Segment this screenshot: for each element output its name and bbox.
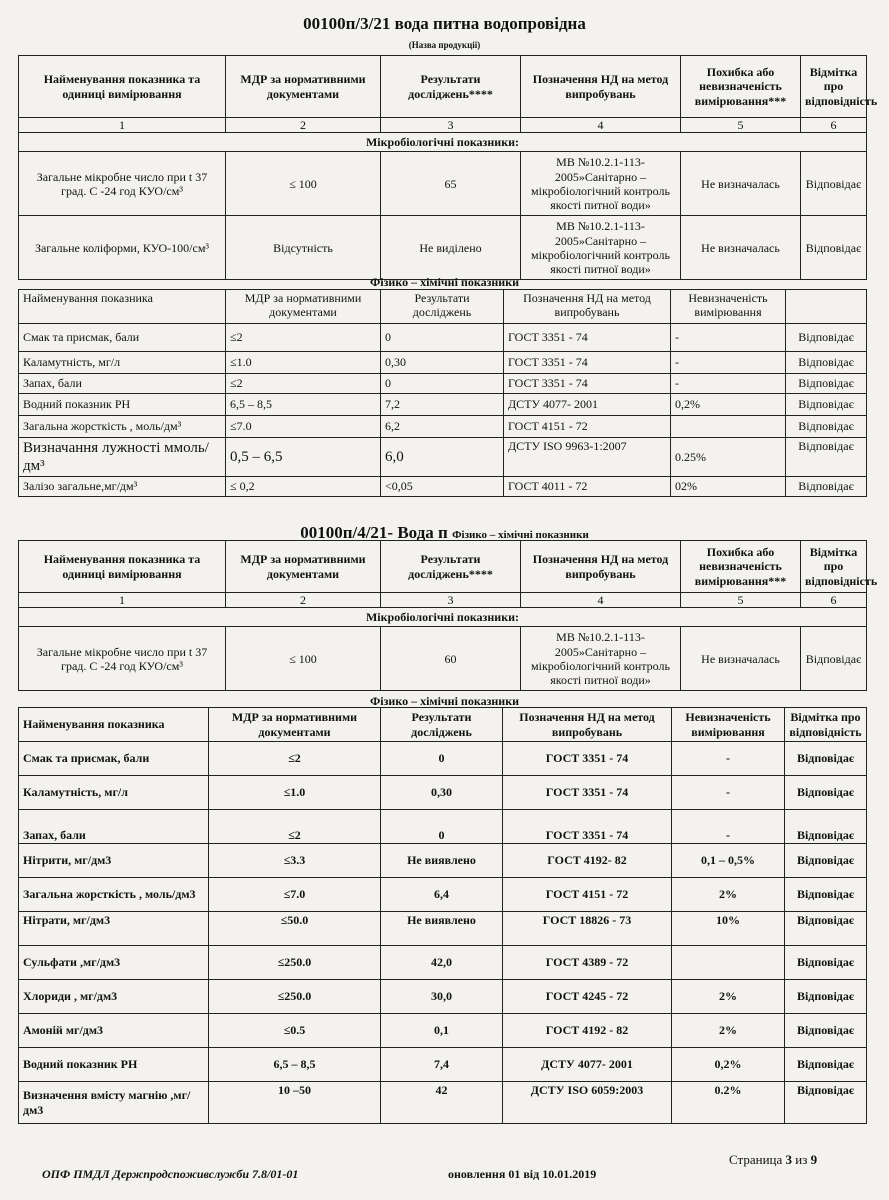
error-value: 0,1 – 0,5% <box>672 844 785 878</box>
header-cell: Результати досліджень**** <box>381 541 521 593</box>
column-number: 6 <box>801 593 867 608</box>
table-row <box>19 844 867 878</box>
doc2-header-row <box>19 541 867 593</box>
method-value: ДСТУ 4077- 2001 <box>503 1048 672 1082</box>
doc1-title: 00100п/3/21 вода питна водопровідна <box>303 14 586 33</box>
mdr-value: ≤ 100 <box>226 627 381 691</box>
table-row <box>19 878 867 912</box>
result-value: 65 <box>381 152 521 216</box>
header-cell: Позначення НД на метод випробувань <box>521 56 681 118</box>
indicator-name: Залізо загальне,мг/дм³ <box>19 477 226 497</box>
indicator-name: Смак та присмак, бали <box>19 324 226 352</box>
mdr-value: ≤2 <box>209 742 381 776</box>
method-value: ГОСТ 3351 - 74 <box>504 324 671 352</box>
column-number: 1 <box>19 593 226 608</box>
error-value: 0.25% <box>671 438 786 477</box>
result-value: 6,2 <box>381 416 504 438</box>
error-value: Не визначалась <box>681 152 801 216</box>
header-cell: Результати досліджень <box>381 290 504 324</box>
page-current: 3 <box>785 1152 793 1167</box>
method-value: МВ №10.2.1-113-2005»Санітарно – мікробіологічний контроль якості питної води» <box>521 152 681 216</box>
doc1-micro-section-row <box>19 133 867 152</box>
result-value: 42,0 <box>381 946 503 980</box>
header-cell: Відмітка про відповідність <box>801 56 867 118</box>
header-cell: МДР за нормативними документами <box>226 541 381 593</box>
error-value: - <box>672 776 785 810</box>
column-number: 5 <box>681 593 801 608</box>
mark-value: Відповідає <box>786 477 867 497</box>
table-row <box>19 742 867 776</box>
mark-value: Відповідає <box>785 1048 867 1082</box>
indicator-name: Водний показник РН <box>19 394 226 416</box>
error-value: 2% <box>672 878 785 912</box>
header-cell: Найменування показника <box>19 708 209 742</box>
header-cell: МДР за нормативними документами <box>209 708 381 742</box>
mark-value: Відповідає <box>785 1082 867 1124</box>
mdr-value: ≤7.0 <box>209 878 381 912</box>
doc1-subtitle: (Назва продукції) <box>408 40 481 50</box>
result-value: 30,0 <box>381 980 503 1014</box>
indicator-name: Амоній мг/дм3 <box>19 1014 209 1048</box>
page-of: из <box>795 1152 808 1167</box>
doc2-column-numbers <box>19 593 867 608</box>
method-value: ГОСТ 4011 - 72 <box>504 477 671 497</box>
section-label: Мікробіологічні показники: <box>19 608 867 627</box>
method-value: ГОСТ 3351 - 74 <box>504 374 671 394</box>
method-value: ГОСТ 4389 - 72 <box>503 946 672 980</box>
table-row <box>19 352 867 374</box>
mdr-value: ≤250.0 <box>209 980 381 1014</box>
error-value <box>671 416 786 438</box>
doc2-phys-section-title: Фізико – хімічні показники <box>369 694 520 708</box>
table-row <box>19 152 867 216</box>
mark-value: Відповідає <box>786 374 867 394</box>
table-row <box>19 416 867 438</box>
doc1-phys-header-row <box>19 290 867 324</box>
indicator-name: Каламутність, мг/л <box>19 776 209 810</box>
page-number <box>729 1152 817 1168</box>
indicator-name: Загальна жорсткість , моль/дм3 <box>19 878 209 912</box>
indicator-name: Хлориди , мг/дм3 <box>19 980 209 1014</box>
header-cell: Позначення НД на метод випробувань <box>503 708 672 742</box>
header-cell: Невизначеність вимірювання <box>672 708 785 742</box>
header-cell: Відмітка про відповідність <box>801 541 867 593</box>
doc1-micro-table <box>18 55 878 280</box>
column-number: 2 <box>226 118 381 133</box>
table-row <box>19 946 867 980</box>
column-number: 4 <box>521 118 681 133</box>
mark-value: Відповідає <box>801 627 867 691</box>
indicator-name: Запах, бали <box>19 374 226 394</box>
header-cell: Найменування показника <box>19 290 226 324</box>
column-number: 4 <box>521 593 681 608</box>
mark-value: Відповідає <box>786 394 867 416</box>
doc2-micro-section-row <box>19 608 867 627</box>
mdr-value: ≤0.5 <box>209 1014 381 1048</box>
error-value: 2% <box>672 1014 785 1048</box>
result-value: 0 <box>381 810 503 844</box>
indicator-name: Нітрити, мг/дм3 <box>19 844 209 878</box>
indicator-name: Нітрати, мг/дм3 <box>19 912 209 946</box>
mark-value: Відповідає <box>785 810 867 844</box>
error-value: - <box>671 352 786 374</box>
indicator-name: Визначання лужності ммоль/дм³ <box>19 438 226 477</box>
mdr-value: 10 –50 <box>209 1082 381 1124</box>
error-value: Не визначалась <box>681 627 801 691</box>
header-cell: Відмітка про відповідність <box>785 708 867 742</box>
section-label: Мікробіологічні показники: <box>19 133 867 152</box>
mdr-value: 0,5 – 6,5 <box>226 438 381 477</box>
result-value: 42 <box>381 1082 503 1124</box>
error-value: 2% <box>672 980 785 1014</box>
method-value: МВ №10.2.1-113-2005»Санітарно – мікробіологічний контроль якості питної води» <box>521 216 681 280</box>
error-value: - <box>672 810 785 844</box>
footer-revision: оновлення 01 від 10.01.2019 <box>448 1167 597 1181</box>
mark-value: Відповідає <box>801 216 867 280</box>
header-cell: Найменування показника та одиниці вимірювання <box>19 541 226 593</box>
mark-value: Відповідає <box>785 912 867 946</box>
column-number: 5 <box>681 118 801 133</box>
header-cell: МДР за нормативними документами <box>226 290 381 324</box>
mdr-value: ≤1.0 <box>209 776 381 810</box>
mdr-value: 6,5 – 8,5 <box>226 394 381 416</box>
table-row <box>19 627 867 691</box>
table-row <box>19 810 867 844</box>
doc2-phys-header-row <box>19 708 867 742</box>
header-cell <box>786 290 867 324</box>
mark-value: Відповідає <box>801 152 867 216</box>
page-total: 9 <box>810 1152 818 1167</box>
method-value: ГОСТ 4245 - 72 <box>503 980 672 1014</box>
table-row <box>19 1082 867 1124</box>
mark-value: Відповідає <box>785 1014 867 1048</box>
indicator-name: Сульфати ,мг/дм3 <box>19 946 209 980</box>
method-value: МВ №10.2.1-113-2005»Санітарно – мікробіологічний контроль якості питної води» <box>521 627 681 691</box>
result-value: 6,4 <box>381 878 503 912</box>
mdr-value: ≤250.0 <box>209 946 381 980</box>
doc1-header-row <box>19 56 867 118</box>
result-value: 60 <box>381 627 521 691</box>
error-value: 10% <box>672 912 785 946</box>
result-value: <0,05 <box>381 477 504 497</box>
table-row <box>19 438 867 477</box>
error-value: 0.2% <box>672 1082 785 1124</box>
result-value: 6,0 <box>381 438 504 477</box>
error-value: - <box>672 742 785 776</box>
result-value: Не виявлено <box>381 912 503 946</box>
indicator-name: Каламутність, мг/л <box>19 352 226 374</box>
method-value: ГОСТ 3351 - 74 <box>503 776 672 810</box>
doc2-title-small: Фізико – хімічні показники <box>452 529 589 541</box>
indicator-name: Загальна жорсткість , моль/дм³ <box>19 416 226 438</box>
mark-value: Відповідає <box>786 438 867 477</box>
indicator-name: Водний показник РН <box>19 1048 209 1082</box>
page-label: Страница <box>729 1152 783 1167</box>
method-value: ГОСТ 4151 - 72 <box>503 878 672 912</box>
mark-value: Відповідає <box>785 946 867 980</box>
error-value: 02% <box>671 477 786 497</box>
header-cell: Похибка або невизначеність вимірювання*** <box>681 541 801 593</box>
result-value: 0,30 <box>381 776 503 810</box>
header-cell: Результати досліджень**** <box>381 56 521 118</box>
result-value: 0,30 <box>381 352 504 374</box>
method-value: ГОСТ 18826 - 73 <box>503 912 672 946</box>
mark-value: Відповідає <box>786 416 867 438</box>
method-value: ГОСТ 4151 - 72 <box>504 416 671 438</box>
table-row <box>19 912 867 946</box>
table-row <box>19 216 867 280</box>
mdr-value: ≤2 <box>226 374 381 394</box>
indicator-name: Загальне коліформи, КУО-100/см³ <box>19 216 226 280</box>
error-value: - <box>671 324 786 352</box>
table-row <box>19 374 867 394</box>
result-value: 7,4 <box>381 1048 503 1082</box>
mdr-value: ≤1.0 <box>226 352 381 374</box>
indicator-name: Загальне мікробне число при t 37 град. С -24 год КУО/см³ <box>19 627 226 691</box>
indicator-name: Смак та присмак, бали <box>19 742 209 776</box>
method-value: ДСТУ 4077- 2001 <box>504 394 671 416</box>
header-cell: Найменування показника та одиниці вимірювання <box>19 56 226 118</box>
doc2-title-main: 00100п/4/21- Вода п <box>300 523 448 542</box>
column-number: 3 <box>381 593 521 608</box>
mdr-value: ≤2 <box>209 810 381 844</box>
result-value: 0 <box>381 374 504 394</box>
error-value <box>672 946 785 980</box>
result-value: Не виявлено <box>381 844 503 878</box>
result-value: 0,1 <box>381 1014 503 1048</box>
doc1-phys-section-title: Фізико – хімічні показники <box>369 275 520 289</box>
method-value: ДСТУ ISO 9963-1:2007 <box>504 438 671 477</box>
indicator-name: Запах, бали <box>19 810 209 844</box>
error-value: 0,2% <box>671 394 786 416</box>
method-value: ГОСТ 3351 - 74 <box>504 352 671 374</box>
mark-value: Відповідає <box>785 742 867 776</box>
table-row <box>19 477 867 497</box>
mdr-value: ≤50.0 <box>209 912 381 946</box>
table-row <box>19 980 867 1014</box>
method-value: ГОСТ 3351 - 74 <box>503 742 672 776</box>
header-cell: МДР за нормативними документами <box>226 56 381 118</box>
column-number: 2 <box>226 593 381 608</box>
table-row <box>19 1014 867 1048</box>
doc1-phys-table <box>18 289 867 497</box>
table-row <box>19 324 867 352</box>
mark-value: Відповідає <box>785 844 867 878</box>
header-cell: Похибка або невизначеність вимірювання*** <box>681 56 801 118</box>
mdr-value: ≤ 0,2 <box>226 477 381 497</box>
result-value: 7,2 <box>381 394 504 416</box>
mdr-value: Відсутність <box>226 216 381 280</box>
mark-value: Відповідає <box>785 776 867 810</box>
mdr-value: ≤2 <box>226 324 381 352</box>
mdr-value: ≤3.3 <box>209 844 381 878</box>
header-cell: Невизначеність вимірювання <box>671 290 786 324</box>
footer-left-text: ОПФ ПМДЛ Держпродспоживслужби 7.8/01-01 <box>42 1167 299 1181</box>
mark-value: Відповідає <box>786 324 867 352</box>
column-number: 1 <box>19 118 226 133</box>
method-value: ДСТУ ISO 6059:2003 <box>503 1082 672 1124</box>
mdr-value: ≤7.0 <box>226 416 381 438</box>
mark-value: Відповідає <box>785 980 867 1014</box>
header-cell: Позначення НД на метод випробувань <box>521 541 681 593</box>
doc1-column-numbers <box>19 118 867 133</box>
error-value: - <box>671 374 786 394</box>
column-number: 6 <box>801 118 867 133</box>
mdr-value: ≤ 100 <box>226 152 381 216</box>
header-cell: Позначення НД на метод випробувань <box>504 290 671 324</box>
table-row <box>19 1048 867 1082</box>
method-value: ГОСТ 4192- 82 <box>503 844 672 878</box>
doc2-phys-table <box>18 707 867 1124</box>
indicator-name: Загальне мікробне число при t 37 град. С -24 год КУО/см³ <box>19 152 226 216</box>
result-value: 0 <box>381 324 504 352</box>
method-value: ГОСТ 3351 - 74 <box>503 810 672 844</box>
column-number: 3 <box>381 118 521 133</box>
mark-value: Відповідає <box>786 352 867 374</box>
method-value: ГОСТ 4192 - 82 <box>503 1014 672 1048</box>
result-value: Не виділено <box>381 216 521 280</box>
result-value: 0 <box>381 742 503 776</box>
error-value: 0,2% <box>672 1048 785 1082</box>
mdr-value: 6,5 – 8,5 <box>209 1048 381 1082</box>
error-value: Не визначалась <box>681 216 801 280</box>
table-row <box>19 394 867 416</box>
mark-value: Відповідає <box>785 878 867 912</box>
indicator-name: Визначення вмісту магнію ,мг/дм3 <box>19 1082 209 1124</box>
table-row <box>19 776 867 810</box>
doc2-micro-table <box>18 540 878 691</box>
header-cell: Результати досліджень <box>381 708 503 742</box>
